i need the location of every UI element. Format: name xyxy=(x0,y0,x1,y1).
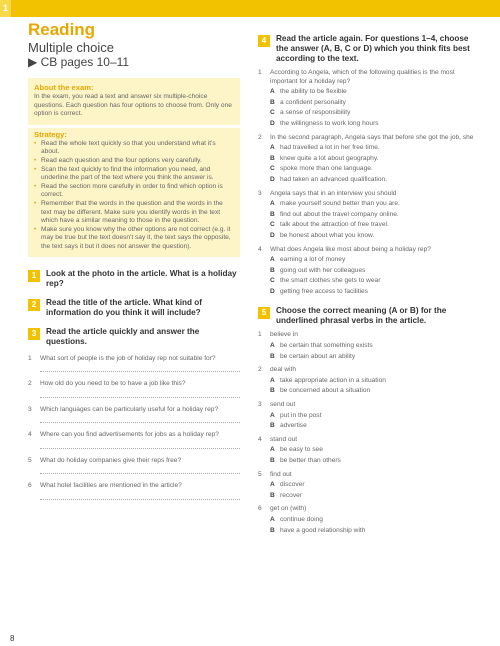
task-instruction: Choose the correct meaning (A or B) for the underlined phrasal verbs in the article. xyxy=(276,306,447,326)
task-3-questions xyxy=(28,355,240,501)
answer-option[interactable]: B be concerned about a situation xyxy=(270,387,371,395)
answer-option[interactable]: B a confident personality xyxy=(270,98,346,106)
task-number: 3 xyxy=(28,328,40,340)
answer-option[interactable]: A make yourself sound better than you are. xyxy=(270,200,400,208)
strategy-item: • Remember that the words in the question and the words in the text may be different. Make sure you identify words in the text which have a similar meaning to those in the question. xyxy=(34,200,234,226)
answer-option[interactable]: B advertise xyxy=(270,422,307,430)
list-item: 4 Where can you find advertisements for jobs as a holiday rep? xyxy=(28,431,219,439)
task-instruction: Read the article again. For questions 1–4, choose the answer (A, B, C or D) which you think fits best according to the text. xyxy=(276,34,470,63)
answer-option[interactable]: D the willingness to work long hours xyxy=(270,119,379,127)
answer-option[interactable]: B recover xyxy=(270,491,302,499)
page-number: 8 xyxy=(10,634,15,643)
answer-option[interactable]: C a sense of responsibility xyxy=(270,109,351,117)
list-item: 2 How old do you need to be to have a job like this? xyxy=(28,380,186,388)
strategy-item: • Read each question and the four options very carefully. xyxy=(34,157,234,166)
answer-line[interactable] xyxy=(40,440,240,449)
top-color-bar xyxy=(0,0,500,17)
question: 1 According to Angela, which of the following qualities is the most important for a holiday rep? xyxy=(258,69,455,85)
task-4 xyxy=(258,34,480,64)
answer-option[interactable]: B have a good relationship with xyxy=(270,526,366,534)
answer-option[interactable]: A discover xyxy=(270,481,305,489)
answer-option[interactable]: A continue doing xyxy=(270,515,323,523)
task-number: 5 xyxy=(258,307,270,319)
unit-tab: 1 xyxy=(0,0,11,17)
task-1 xyxy=(28,269,240,289)
task-instruction: Read the article quickly and answer the questions. xyxy=(46,326,200,346)
answer-option[interactable]: A had travelled a lot in her free time. xyxy=(270,144,380,152)
question: 6 get on (with) xyxy=(258,505,307,513)
answer-line[interactable] xyxy=(40,414,240,423)
task-number: 4 xyxy=(258,35,270,47)
right-column xyxy=(258,34,480,535)
coursebook-pages: ▶ CB pages 10–11 xyxy=(28,55,130,69)
strategy-list xyxy=(34,140,234,252)
task-instruction: Read the title of the article. What kind of information do you think it will include? xyxy=(46,297,203,317)
about-exam-text: In the exam, you read a text and answer six multiple-choice questions. Each question has four options to choose from. Only one option is correct. xyxy=(34,93,232,118)
question: 2 deal with xyxy=(258,366,297,374)
answer-option[interactable]: A put in the post xyxy=(270,411,322,419)
about-exam-heading: About the exam: xyxy=(34,83,94,92)
answer-option[interactable]: B going out with her colleagues xyxy=(270,266,366,274)
list-item: 1 What sort of people is the job of holiday rep not suitable for? xyxy=(28,354,216,362)
answer-line[interactable] xyxy=(40,491,240,500)
answer-option[interactable]: D had taken an advanced qualification. xyxy=(270,175,388,183)
task-3 xyxy=(28,327,240,347)
answer-option[interactable]: A be easy to see xyxy=(270,446,323,454)
task-number: 2 xyxy=(28,299,40,311)
strategy-item: • Make sure you know why the other options are not correct (e.g. it may be true but the text doesn't say it, the text says the opposite, the text says it but it does not answer the question). xyxy=(34,226,234,252)
task-5 xyxy=(258,306,480,326)
answer-option[interactable]: D getting free access to facilities xyxy=(270,287,368,295)
answer-option[interactable]: C spoke more than one language. xyxy=(270,165,373,173)
question: 3 send out xyxy=(258,401,296,409)
answer-option[interactable]: B find out about the travel company online. xyxy=(270,210,399,218)
left-column xyxy=(28,20,240,500)
strategy-item: • Scan the text quickly to find the information you need, and underline the part of the text where you think the answer is. xyxy=(34,166,234,183)
task-2 xyxy=(28,298,240,318)
answer-line[interactable] xyxy=(40,363,240,372)
answer-option[interactable]: A take appropriate action in a situation xyxy=(270,376,386,384)
answer-option[interactable]: A earning a lot of money xyxy=(270,256,346,264)
strategy-heading: Strategy: xyxy=(34,129,67,139)
list-item: 3 Which languages can be particularly useful for a holiday rep? xyxy=(28,405,219,413)
about-exam-box xyxy=(28,78,240,125)
answer-line[interactable] xyxy=(40,465,240,474)
question: 2 In the second paragraph, Angela says that before she got the job, she xyxy=(258,133,474,141)
task-instruction: Look at the photo in the article. What is a holiday rep? xyxy=(46,268,237,288)
answer-option[interactable]: B be certain about an ability xyxy=(270,352,356,360)
question: 3 Angela says that in an interview you should xyxy=(258,189,397,197)
answer-line[interactable] xyxy=(40,389,240,398)
answer-option[interactable]: D be honest about what you know. xyxy=(270,231,375,239)
answer-option[interactable]: B be better than others xyxy=(270,457,341,464)
answer-option[interactable]: C the smart clothes she gets to wear xyxy=(270,277,381,285)
answer-option[interactable]: C talk about the attraction of free travel. xyxy=(270,221,389,229)
page-subtitle: Multiple choice xyxy=(28,40,114,55)
strategy-box xyxy=(28,128,240,257)
question: 1 believe in xyxy=(258,331,298,339)
strategy-item: • Read the section more carefully in order to find which option is correct. xyxy=(34,183,234,200)
answer-option[interactable]: B knew quite a lot about geography. xyxy=(270,154,379,162)
question: 4 What does Angela like most about being a holiday rep? xyxy=(258,245,431,253)
question: 5 find out xyxy=(258,470,292,478)
list-item: 6 What hotel facilities are mentioned in the article? xyxy=(28,482,182,490)
strategy-item: • Read the whole text quickly so that you understand what it's about. xyxy=(34,140,234,157)
answer-option[interactable]: A the ability to be flexible xyxy=(270,88,347,96)
answer-option[interactable]: A be certain that something exists xyxy=(270,342,373,350)
question: 4 stand out xyxy=(258,435,298,443)
page-title: Reading xyxy=(28,20,96,39)
task-number: 1 xyxy=(28,270,40,282)
list-item: 5 What do holiday companies give their reps free? xyxy=(28,456,182,464)
